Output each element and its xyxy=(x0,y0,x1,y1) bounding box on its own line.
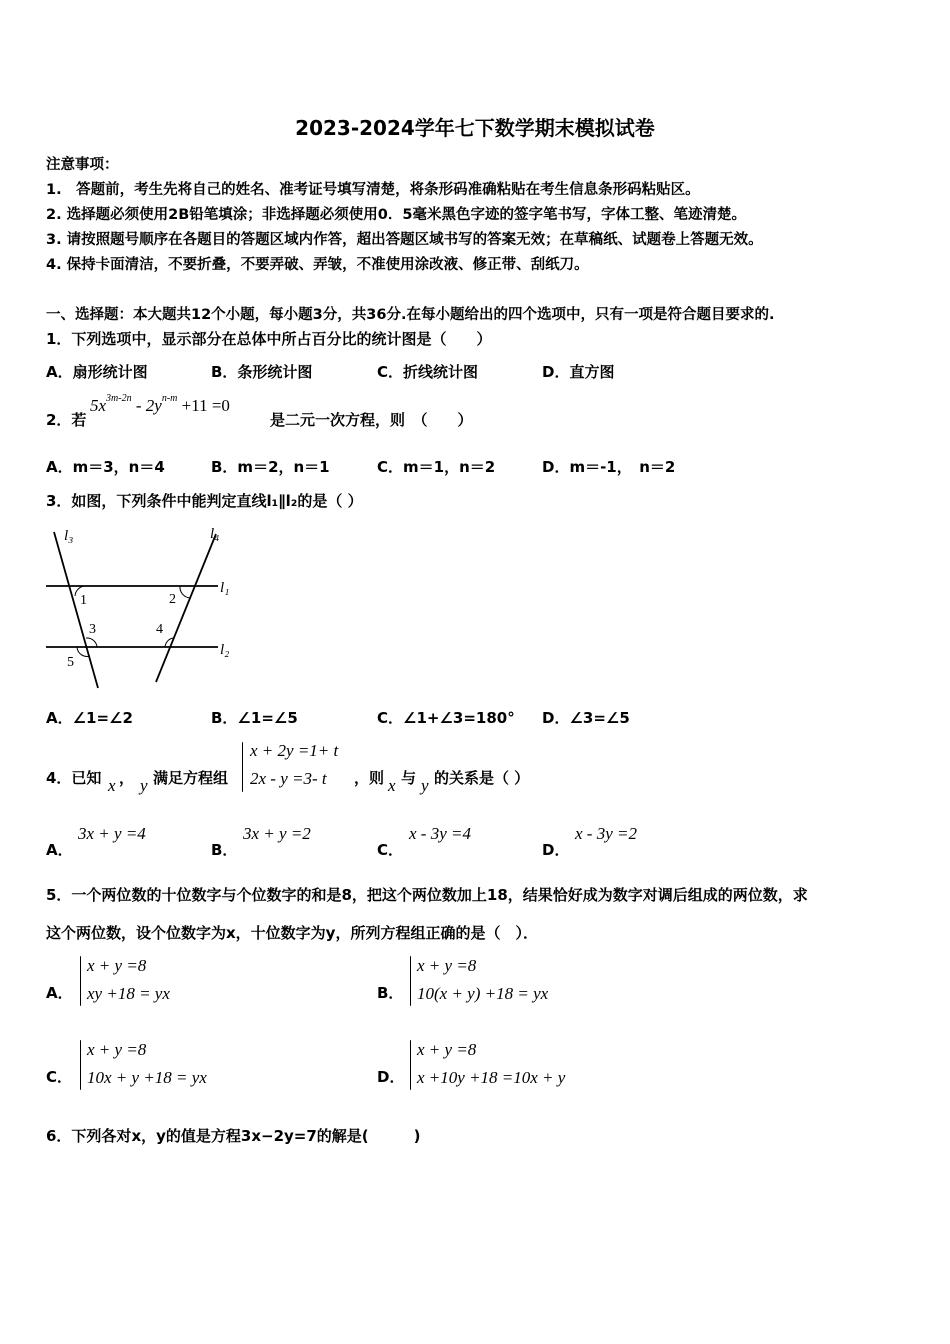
line-l4 xyxy=(156,534,216,682)
notice-heading: 注意事项： xyxy=(46,157,119,173)
notice-item-3: 3. 请按照题号顺序在各题目的答题区域内作答，超出答题区域书写的答案无效；在草稿纸、试题卷上答题无效。 xyxy=(46,232,763,248)
q2-option-c: C．m＝1，n＝2 xyxy=(377,458,496,476)
q4-option-c: x - 3y =4 xyxy=(409,824,471,843)
q5-d-eq-2: x +10y +18 =10x + y xyxy=(417,1068,566,1087)
q4-mid: 满足方程组 xyxy=(153,769,229,787)
label-angle-1: 1 xyxy=(80,593,87,608)
label-l1: l₁ xyxy=(220,580,230,596)
question-6-stem: 6．下列各对x，y的值是方程3x−2y=7的解是( ) xyxy=(46,1127,421,1145)
page-title: 2023-2024学年七下数学期末模拟试卷 xyxy=(295,116,655,140)
q5-option-d-label: D． xyxy=(377,1068,405,1086)
notice-item-1: 1. 答题前，考生先将自己的姓名、准考证号填写清楚，将条形码准确粘贴在考生信息条形码粘贴区。 xyxy=(46,182,700,198)
q5-option-d-brace xyxy=(410,1040,411,1090)
label-l2: l₂ xyxy=(220,642,230,658)
q5-a-eq-1: x + y =8 xyxy=(87,956,147,975)
notice-item-4: 4. 保持卡面清洁，不要折叠，不要弄破、弄皱，不准使用涂改液、修正带、刮纸刀。 xyxy=(46,257,589,273)
q5-option-c-system xyxy=(87,1036,207,1092)
question-2-suffix: 是二元一次方程，则 （ ） xyxy=(270,411,473,429)
question-3-stem: 3．如图，下列条件中能判定直线l₁∥l₂的是（ ） xyxy=(46,492,363,510)
q1-option-b: B．条形统计图 xyxy=(211,363,313,381)
angle-2-arc xyxy=(180,586,190,598)
q5-option-c-brace xyxy=(80,1040,81,1090)
q4-option-b: 3x + y =2 xyxy=(243,824,311,843)
q4-option-a: 3x + y =4 xyxy=(78,824,146,843)
q5-option-a-brace xyxy=(80,956,81,1006)
q5-option-b-system xyxy=(417,952,548,1008)
q5-d-eq-1: x + y =8 xyxy=(417,1040,477,1059)
q5-option-a-system xyxy=(87,952,170,1008)
eq-exp-b: n-m xyxy=(161,392,178,404)
q2-option-d: D．m＝-1， n＝2 xyxy=(542,458,676,476)
q4-system-eq-2: 2x - y =3- t xyxy=(250,769,327,788)
eq-term-c: +11 =0 xyxy=(177,396,230,415)
q2-option-b: B．m＝2，n＝1 xyxy=(211,458,330,476)
q4-comma: ， xyxy=(119,769,135,787)
q4-var-x2: x xyxy=(388,776,396,795)
q4-option-d-label: D． xyxy=(542,841,570,859)
eq-exp-a: 3m-2n xyxy=(106,392,132,404)
label-angle-5: 5 xyxy=(67,655,74,670)
label-angle-4: 4 xyxy=(156,622,163,637)
q5-option-b-brace xyxy=(410,956,411,1006)
q5-c-eq-1: x + y =8 xyxy=(87,1040,147,1059)
angle-3-arc xyxy=(86,638,97,647)
q3-option-b: B．∠1=∠5 xyxy=(211,709,298,727)
q1-option-a: A．扇形统计图 xyxy=(46,363,148,381)
q3-option-a: A．∠1=∠2 xyxy=(46,709,133,727)
question-2-prefix: 2．若 xyxy=(46,411,87,429)
label-angle-3: 3 xyxy=(89,622,96,637)
q4-end: 的关系是（ ） xyxy=(434,769,530,787)
line-l3 xyxy=(54,532,98,688)
q5-c-eq-2: 10x + y +18 = yx xyxy=(87,1068,207,1087)
q5-option-b-label: B． xyxy=(377,984,404,1002)
label-angle-2: 2 xyxy=(169,592,176,607)
q4-option-c-label: C． xyxy=(377,841,404,859)
q1-option-c: C．折线统计图 xyxy=(377,363,479,381)
eq-term-b: - 2y xyxy=(131,396,162,415)
eq-term-a: 5x xyxy=(90,396,107,415)
q4-system-eq-1: x + 2y =1+ t xyxy=(250,741,339,760)
q5-option-c-label: C． xyxy=(46,1068,73,1086)
q4-system xyxy=(250,737,338,793)
q5-a-eq-2: xy +18 = yx xyxy=(87,984,170,1003)
q4-var-y2: y xyxy=(421,776,429,795)
q5-option-a-label: A． xyxy=(46,984,73,1002)
q5-b-eq-1: x + y =8 xyxy=(417,956,477,975)
section-heading: 一、选择题：本大题共12个小题，每小题3分，共36分.在每小题给出的四个选项中，只有一项是符合题目要求的. xyxy=(46,307,775,323)
q4-option-b-label: B． xyxy=(211,841,238,859)
parallel-lines-figure xyxy=(40,518,240,693)
label-l4: l₄ xyxy=(210,526,220,542)
question-2-equation xyxy=(90,392,230,416)
q4-var-x: x xyxy=(108,776,116,795)
question-5-line-1: 5．一个两位数的十位数字与个位数字的和是8，把这个两位数加上18，结果恰好成为数字对调后组成的两位数，求 xyxy=(46,886,808,904)
q4-var-y: y xyxy=(140,776,148,795)
q4-option-d: x - 3y =2 xyxy=(575,824,637,843)
q4-then: ，则 xyxy=(354,769,385,787)
q1-option-d: D．直方图 xyxy=(542,363,615,381)
q2-option-a: A．m＝3，n＝4 xyxy=(46,458,165,476)
question-4-prefix: 4．已知 xyxy=(46,769,102,787)
q3-option-d: D．∠3=∠5 xyxy=(542,709,630,727)
q4-system-brace xyxy=(242,742,243,792)
label-l3: l₃ xyxy=(64,528,74,544)
q3-option-c: C．∠1+∠3=180° xyxy=(377,709,515,727)
q5-option-d-system xyxy=(417,1036,565,1092)
question-5-line-2: 这个两位数，设个位数字为x，十位数字为y，所列方程组正确的是（ ）． xyxy=(46,924,538,942)
q4-and: 与 xyxy=(401,769,417,787)
q4-option-a-label: A． xyxy=(46,841,73,859)
notice-item-2: 2. 选择题必须使用2B铅笔填涂；非选择题必须使用0．5毫米黑色字迹的签字笔书写，字体工整、笔迹清楚。 xyxy=(46,207,746,223)
q5-b-eq-2: 10(x + y) +18 = yx xyxy=(417,984,549,1003)
question-1-stem: 1．下列选项中，显示部分在总体中所占百分比的统计图是（ ） xyxy=(46,330,492,348)
